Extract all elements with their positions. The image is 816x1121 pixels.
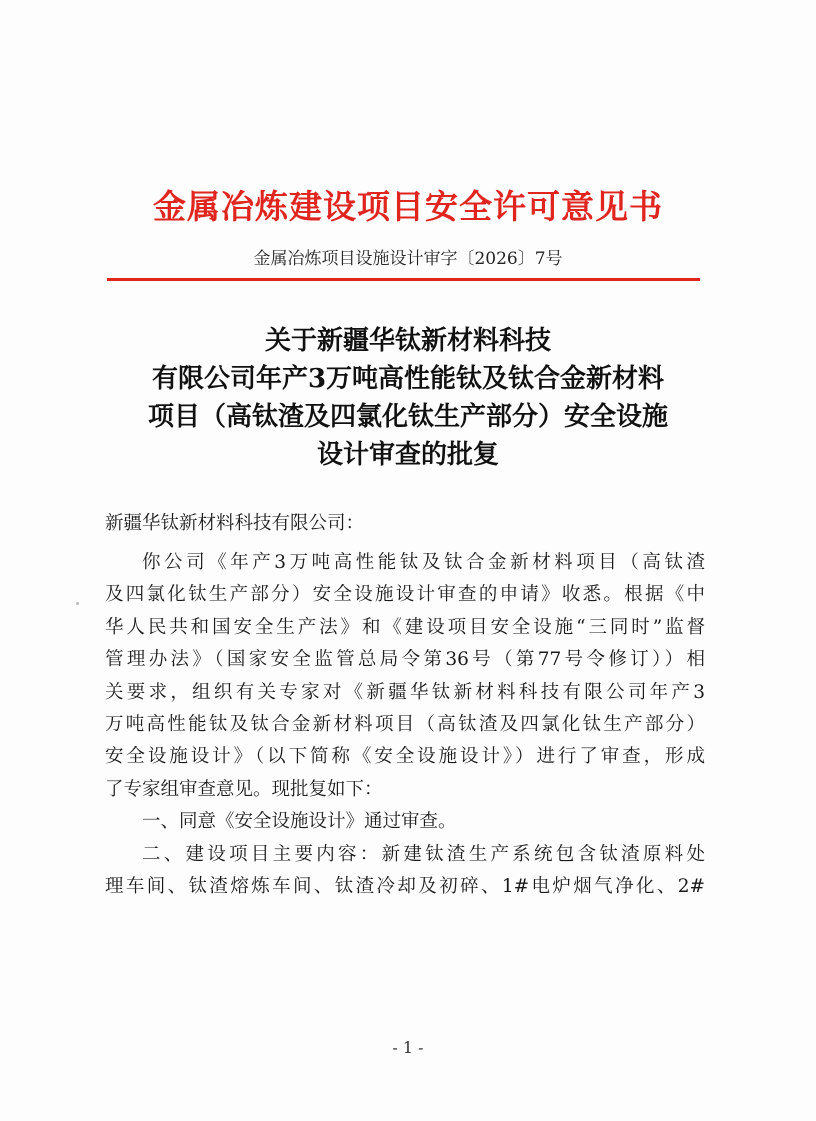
body-line: 关要求，组织有关专家对《新疆华钛新材料科技有限公司年产3 <box>105 681 705 703</box>
body-line: 安全设施设计》（以下简称《安全设施设计》）进行了审查，形成 <box>105 746 705 768</box>
body-line: 理车间、钛渣熔炼车间、钛渣冷却及初碎、1#电炉烟气净化、2# <box>105 876 705 898</box>
body-line: 二、建设项目主要内容：新建钛渣生产系统包含钛渣原料处 <box>142 843 705 865</box>
document-header-title: 金属冶炼建设项目安全许可意见书 <box>153 187 663 226</box>
body-line: 了专家组审查意见。现批复如下： <box>105 778 383 800</box>
body-line: 管理办法》（国家安全监管总局令第36号（第77号令修订））相 <box>105 649 705 671</box>
subject-line: 关于新疆华钛新材料科技 <box>264 326 551 356</box>
addressee: 新疆华钛新材料科技有限公司： <box>105 513 365 534</box>
body-line: 及四氯化钛生产部分）安全设施设计审查的申请》收悉。根据《中 <box>105 584 705 606</box>
subject-line: 设计审查的批复 <box>316 440 499 470</box>
body-line: 华人民共和国安全生产法》和《建设项目安全设施“三同时”监督 <box>105 616 705 638</box>
body-text <box>105 547 705 903</box>
subject-line: 项目（高钛渣及四氯化钛生产部分）安全设施 <box>147 402 668 432</box>
page-number: - 1 - <box>392 1038 424 1057</box>
body-line: 万吨高性能钛及钛合金新材料项目（高钛渣及四氯化钛生产部分） <box>105 714 705 736</box>
header-red-rule <box>107 278 700 281</box>
scan-speck <box>76 602 79 605</box>
document-subject <box>0 322 816 474</box>
document-number: 金属冶炼项目设施设计审字〔2026〕7号 <box>253 249 563 269</box>
subject-line: 有限公司年产3万吨高性能钛及钛合金新材料 <box>151 364 665 394</box>
body-line: 你公司《年产3万吨高性能钛及钛合金新材料项目（高钛渣 <box>142 552 705 573</box>
body-line: 一、同意《安全设施设计》通过审查。 <box>142 811 457 833</box>
